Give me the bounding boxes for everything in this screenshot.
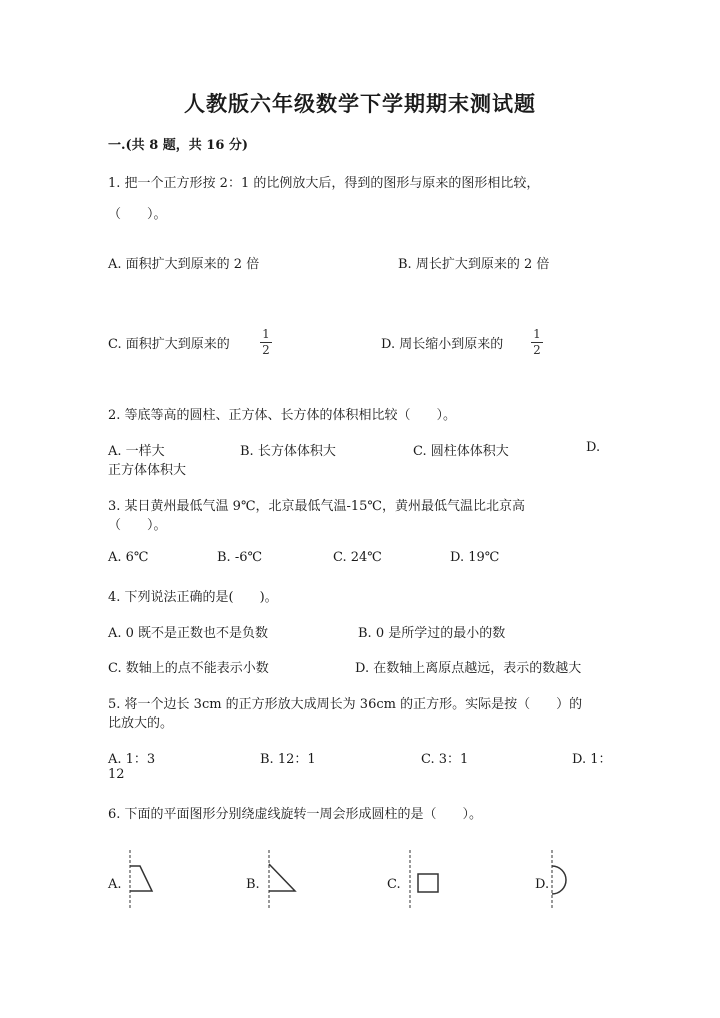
- q2-option-c: C. 圆柱体体积大: [413, 444, 509, 459]
- q1-option-c: C. 面积扩大到原来的: [108, 337, 230, 352]
- q4-option-a: A. 0 既不是正数也不是负数: [108, 626, 269, 641]
- q2-option-a: A. 一样大: [108, 444, 165, 459]
- q4-option-b: B. 0 是所学过的最小的数: [358, 626, 506, 641]
- q6-option-d: D.: [535, 877, 550, 892]
- fraction-denominator: 2: [533, 343, 541, 357]
- q3-option-c: C. 24℃: [333, 550, 382, 565]
- q6-stem: 6. 下面的平面图形分别绕虚线旋转一周会形成圆柱的是（ ）。: [108, 807, 483, 822]
- fraction-denominator: 2: [262, 343, 270, 357]
- fraction-numerator: 1: [262, 327, 270, 341]
- q6-figure-a-trapezoid: [120, 850, 160, 910]
- q2-stem: 2. 等底等高的圆柱、正方体、长方体的体积相比较（ ）。: [108, 408, 457, 423]
- q1-option-b: B. 周长扩大到原来的 2 倍: [398, 257, 550, 272]
- q4-option-c: C. 数轴上的点不能表示小数: [108, 661, 269, 676]
- q2-option-d-continued: 正方体体积大: [108, 463, 187, 478]
- q2-option-d: D.: [586, 440, 601, 455]
- q1-stem-line2: （ ）。: [108, 207, 167, 222]
- q5-option-a: A. 1：3: [108, 752, 156, 767]
- q1-option-c-fraction: [260, 328, 272, 357]
- q6-option-a: A.: [108, 877, 122, 892]
- q6-option-c: C.: [387, 877, 401, 892]
- q6-figure-b-triangle: [259, 850, 299, 910]
- q6-figure-c-rectangle: [400, 850, 445, 910]
- q3-option-b: B. -6℃: [217, 550, 263, 565]
- q5-option-b: B. 12：1: [260, 752, 316, 767]
- q1-stem-line1: 1. 把一个正方形按 2：1 的比例放大后，得到的图形与原来的图形相比较，: [108, 176, 540, 191]
- q3-stem-line1: 3. 某日黄州最低气温 9℃，北京最低气温-15℃，黄州最低气温比北京高: [108, 499, 525, 514]
- q1-option-d-fraction: [531, 328, 543, 357]
- q1-option-a: A. 面积扩大到原来的 2 倍: [108, 257, 260, 272]
- q2-option-b: B. 长方体体积大: [240, 444, 336, 459]
- q1-option-d: D. 周长缩小到原来的: [381, 337, 504, 352]
- fraction-numerator: 1: [533, 327, 541, 341]
- page-title: 人教版六年级数学下学期期末测试题: [184, 91, 536, 116]
- q5-stem-line1: 5. 将一个边长 3cm 的正方形放大成周长为 36cm 的正方形。实际是按（ ）的: [108, 697, 583, 712]
- q3-stem-line2: （ ）。: [108, 518, 167, 533]
- q3-option-d: D. 19℃: [450, 550, 500, 565]
- q6-option-b: B.: [246, 877, 260, 892]
- q6-figure-d-semicircle: [542, 850, 582, 910]
- q5-stem-line2: 比放大的。: [108, 716, 174, 731]
- q4-stem: 4. 下列说法正确的是( )。: [108, 590, 278, 605]
- q4-option-d: D. 在数轴上离原点越远，表示的数越大: [355, 661, 582, 676]
- q5-option-d-continued: 12: [108, 767, 125, 782]
- q5-option-d: D. 1：: [572, 752, 612, 767]
- q3-option-a: A. 6℃: [108, 550, 149, 565]
- section-heading: 一.(共 8 题，共 16 分): [108, 138, 249, 153]
- q5-option-c: C. 3：1: [421, 752, 469, 767]
